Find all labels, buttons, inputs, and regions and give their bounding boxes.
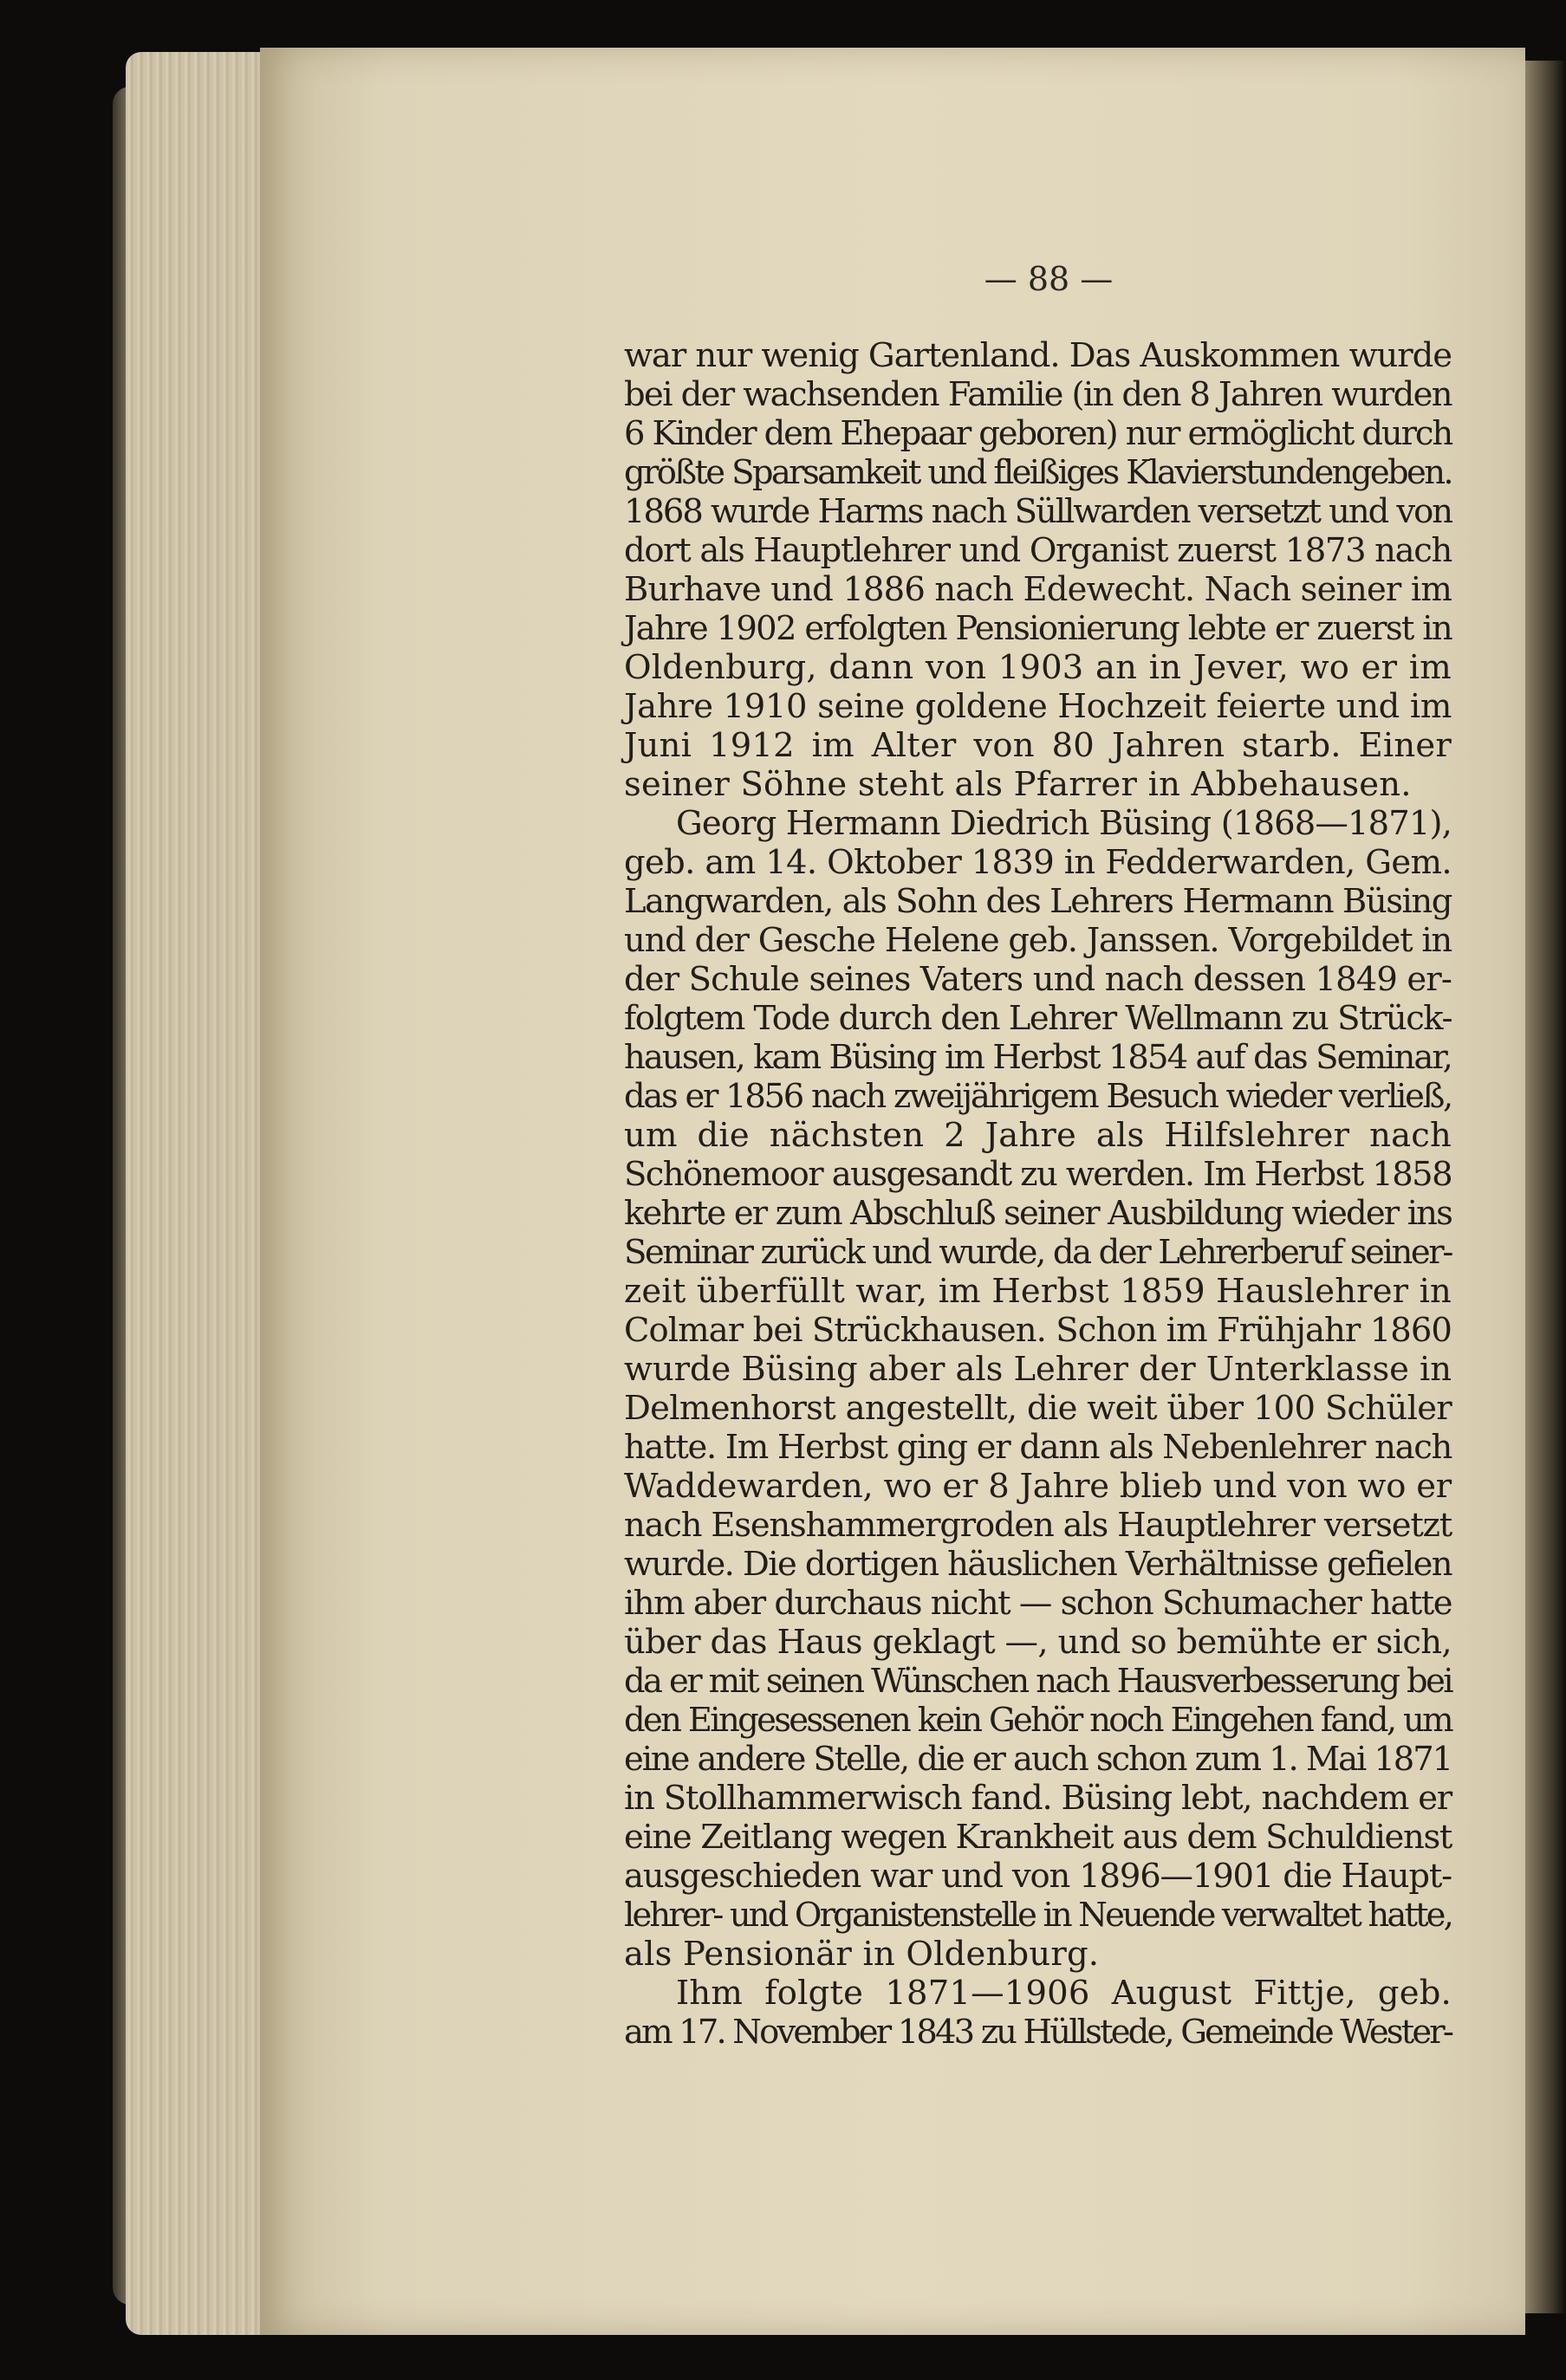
text-line: zeit überfüllt war, im Herbst 1859 Hauslehrer in <box>624 1272 1452 1311</box>
text-line: um die nächsten 2 Jahre als Hilfslehrer nach <box>624 1116 1452 1155</box>
text-line: größte Sparsamkeit und fleißiges Klavierstundengeben. <box>624 453 1452 492</box>
text-line: Delmenhorst angestellt, die weit über 100 Schüler <box>624 1389 1452 1428</box>
text-line: Jahre 1910 seine goldene Hochzeit feierte und im <box>624 687 1452 726</box>
text-line: eine Zeitlang wegen Krankheit aus dem Schuldienst <box>624 1818 1452 1857</box>
text-line: Burhave und 1886 nach Edewecht. Nach seiner im <box>624 570 1452 609</box>
text-line: den Eingesessenen kein Gehör noch Eingehen fand, um <box>624 1701 1452 1740</box>
text-line: hausen, kam Büsing im Herbst 1854 auf das Seminar, <box>624 1038 1452 1077</box>
text-line: Schönemoor ausgesandt zu werden. Im Herbst 1858 <box>624 1155 1452 1194</box>
text-line: eine andere Stelle, die er auch schon zum 1. Mai 1871 <box>624 1740 1452 1779</box>
text-line: lehrer- und Organistenstelle in Neuende verwaltet hatte, <box>624 1896 1452 1935</box>
text-line: war nur wenig Gartenland. Das Auskommen wurde <box>624 336 1452 375</box>
text-line: wurde Büsing aber als Lehrer der Unterklasse in <box>624 1350 1452 1389</box>
text-line: da er mit seinen Wünschen nach Hausverbesserung bei <box>624 1662 1452 1701</box>
text-line: kehrte er zum Abschluß seiner Ausbildung wieder ins <box>624 1194 1452 1233</box>
text-line: geb. am 14. Oktober 1839 in Fedderwarden, Gem. <box>624 843 1452 882</box>
page-number: — 88 — <box>984 260 1114 298</box>
text-line: nach Esenshammergroden als Hauptlehrer versetzt <box>624 1506 1452 1545</box>
text-line: seiner Söhne steht als Pfarrer in Abbehausen. <box>624 765 1412 804</box>
text-line: das er 1856 nach zweijährigem Besuch wieder verließ, <box>624 1077 1452 1116</box>
text-line: und der Gesche Helene geb. Janssen. Vorgebildet in <box>624 921 1452 960</box>
text-line: der Schule seines Vaters und nach dessen 1849 er- <box>624 960 1452 999</box>
text-line: Colmar bei Strückhausen. Schon im Frühjahr 1860 <box>624 1311 1452 1350</box>
text-line: dort als Hauptlehrer und Organist zuerst 1873 nach <box>624 531 1452 570</box>
text-line: als Pensionär in Oldenburg. <box>624 1935 1100 1974</box>
text-line: in Stollhammerwisch fand. Büsing lebt, nachdem er <box>624 1779 1452 1818</box>
text-line: hatte. Im Herbst ging er dann als Nebenlehrer nach <box>624 1428 1452 1467</box>
text-line: bei der wachsenden Familie (in den 8 Jahren wurden <box>624 375 1452 414</box>
text-line: über das Haus geklagt —, und so bemühte er sich, <box>624 1623 1452 1662</box>
book-gutter <box>1525 61 1566 2313</box>
text-line: ihm aber durchaus nicht — schon Schumacher hatte <box>624 1584 1452 1623</box>
text-line: am 17. November 1843 zu Hüllstede, Gemeinde Wester- <box>624 2013 1452 2052</box>
text-line: Georg Hermann Diedrich Büsing (1868—1871), <box>676 804 1452 843</box>
text-line: Waddewarden, wo er 8 Jahre blieb und von wo er <box>624 1467 1452 1506</box>
text-line: Langwarden, als Sohn des Lehrers Hermann Büsing <box>624 882 1452 921</box>
text-line: ausgeschieden war und von 1896—1901 die Haupt- <box>624 1857 1452 1896</box>
text-line: Jahre 1902 erfolgten Pensionierung lebte er zuerst in <box>624 609 1452 648</box>
text-line: 6 Kinder dem Ehepaar geboren) nur ermöglicht durch <box>624 414 1452 453</box>
text-line: Seminar zurück und wurde, da der Lehrerberuf seiner- <box>624 1233 1452 1272</box>
text-line: folgtem Tode durch den Lehrer Wellmann zu Strück- <box>624 999 1452 1038</box>
body-text <box>624 336 1452 2052</box>
text-line: 1868 wurde Harms nach Süllwarden versetzt und von <box>624 492 1452 531</box>
text-line: Ihm folgte 1871—1906 August Fittje, geb. <box>676 1974 1452 2013</box>
text-line: Juni 1912 im Alter von 80 Jahren starb. Einer <box>624 726 1452 765</box>
text-line: Oldenburg, dann von 1903 an in Jever, wo er im <box>624 648 1452 687</box>
text-line: wurde. Die dortigen häuslichen Verhältnisse gefielen <box>624 1545 1452 1584</box>
